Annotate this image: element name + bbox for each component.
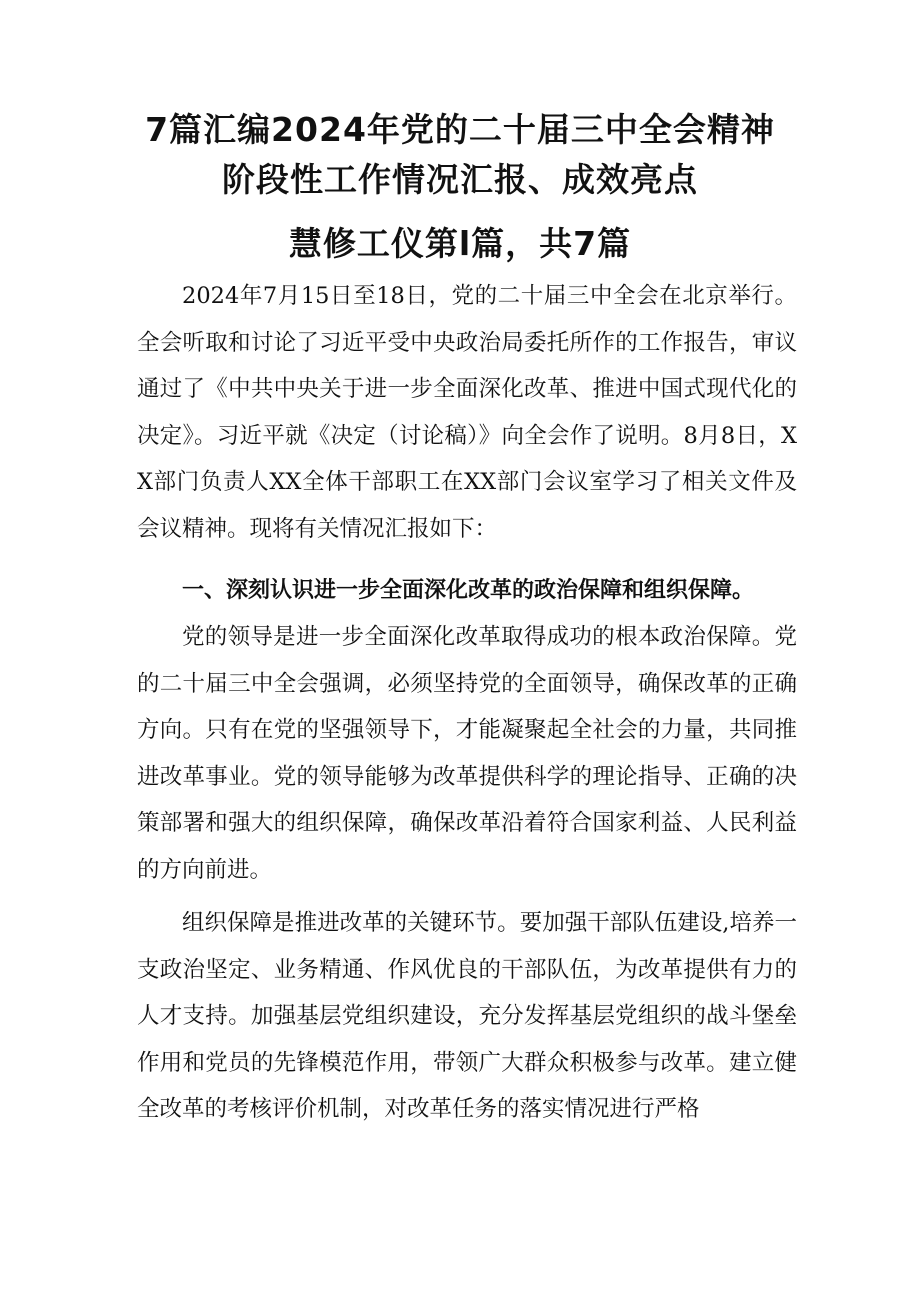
section-1-paragraph-1: 党的领导是进一步全面深化改革取得成功的根本政治保障。党的二十届三中全会强调，必须坚持党的全面领导，确保改革的正确方向。只有在党的坚强领导下，才能凝聚起全社会的力量，共同推进改革事业。党的领导能够为改革提供科学的理论指导、正确的决策部署和强大的组织保障，确保改革沿着符合国家利益、人民利益的方向前进。 (137, 624, 797, 883)
document-subtitle: 慧修工仪第l篇，共7篇 (288, 224, 632, 263)
document-title-line-1: 7篇汇编2024年党的二十届三中全会精神 (145, 110, 775, 149)
intro-paragraph: 2024年7月15日至18日，党的二十届三中全会在北京举行。全会听取和讨论了习近平受中央政治局委托所作的工作报告，审议通过了《中共中央关于进一步全面深化改革、推进中国式现代化的决定》。习近平就《决定（讨论稿）》向全会作了说明。8月8日，XX部门负责人XX全体干部职工在XX部门会议室学习了相关文件及会议精神。现将有关情况汇报如下： (137, 283, 797, 542)
document-title-line-2: 阶段性工作情况汇报、成效亮点 (222, 160, 698, 199)
section-1-paragraph-2: 组织保障是推进改革的关键环节。要加强干部队伍建设,培养一支政治坚定、业务精通、作风优良的干部队伍，为改革提供有力的人才支持。加强基层党组织建设，充分发挥基层党组织的战斗堡垒作用和党员的先锋模范作用，带领广大群众积极参与改革。建立健全改革的考核评价机制，对改革任务的落实情况进行严格 (137, 910, 797, 1123)
section-1-heading: 一、深刻认识进一步全面深化改革的政治保障和组织保障。 (182, 578, 755, 603)
